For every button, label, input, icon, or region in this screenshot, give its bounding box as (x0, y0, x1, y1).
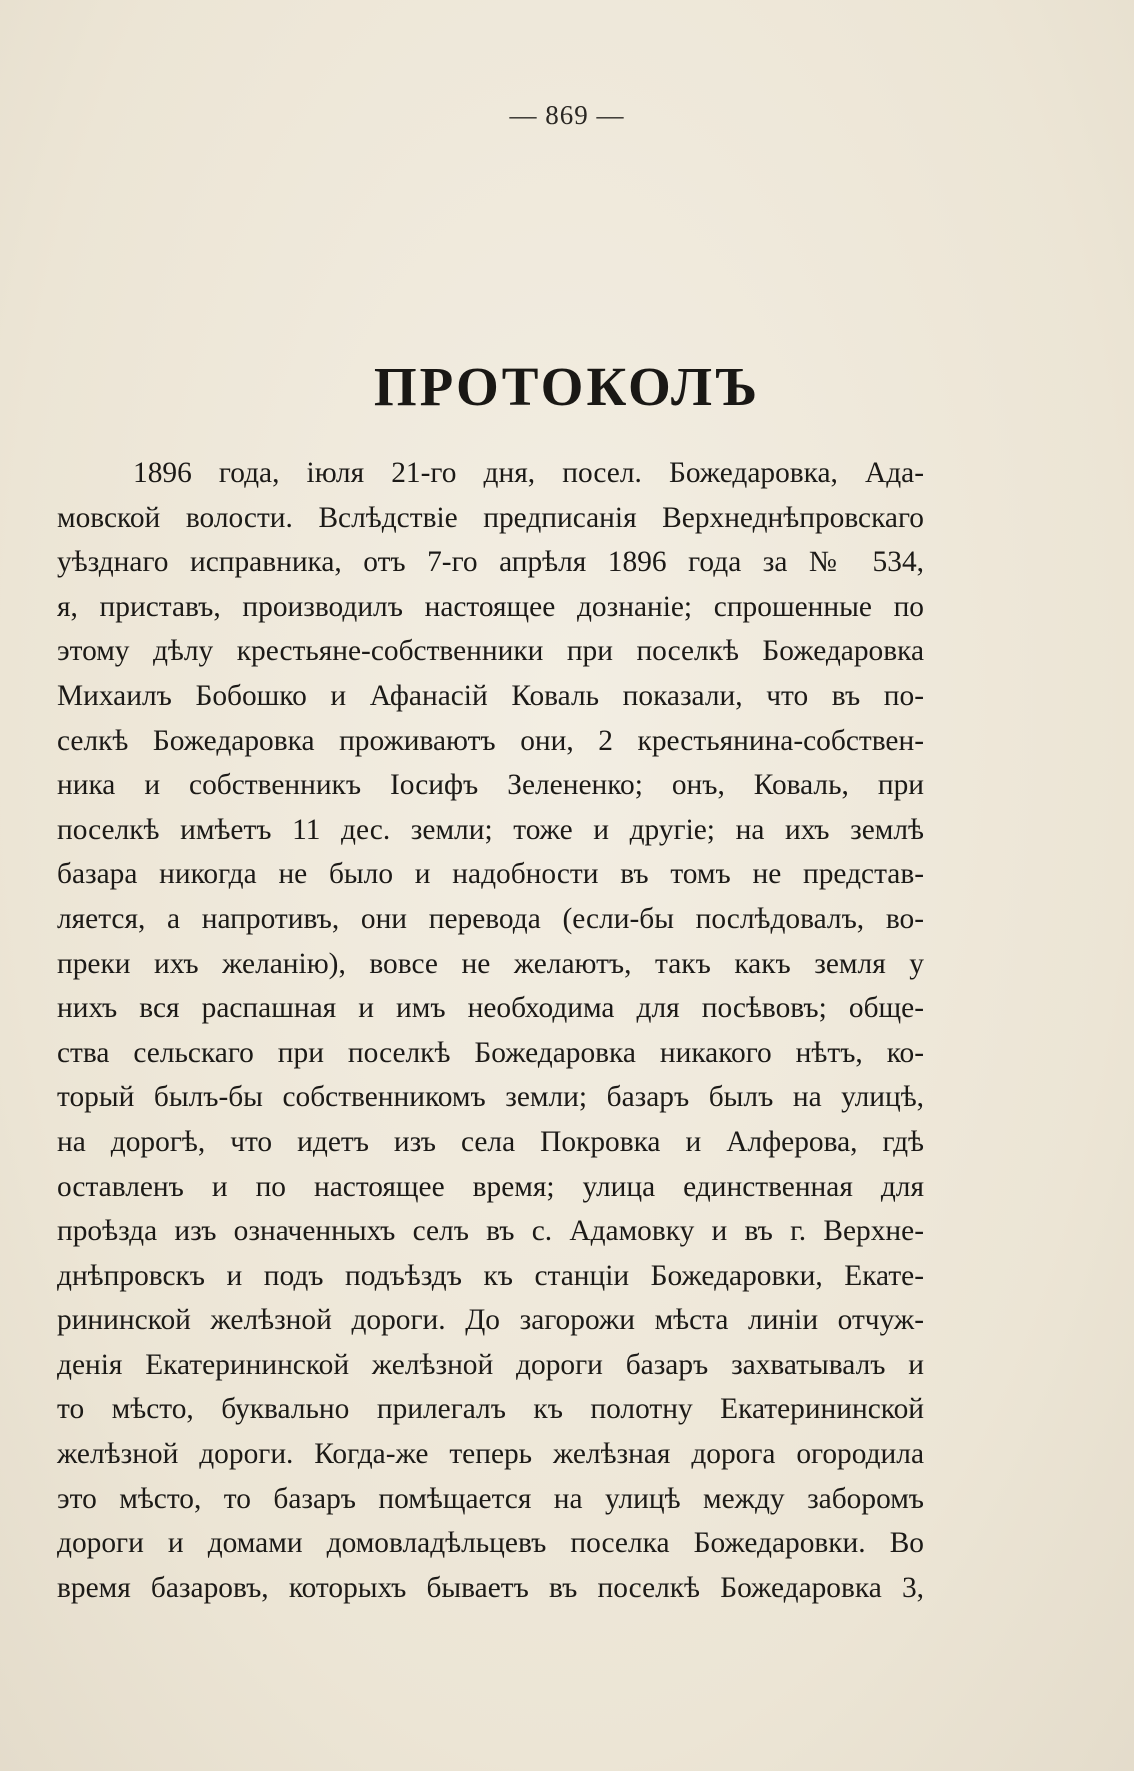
text-line: время базаровъ, которыхъ бываетъ въ поселкѣ Божедаровка 3, (57, 1571, 924, 1604)
text-line: уѣзднаго исправника, отъ 7-го апрѣля 1896 года за № 534, (57, 546, 924, 579)
text-line: оставленъ и по настоящее время; улица единственная для (57, 1170, 924, 1203)
text-line: желѣзной дороги. Когда-же теперь желѣзная дорога огородила (57, 1438, 924, 1471)
text-line: Михаилъ Бобошко и Афанасій Коваль показали, что въ по- (57, 679, 924, 712)
text-line: преки ихъ желанію), вовсе не желаютъ, такъ какъ земля у (57, 947, 924, 980)
text-line: мовской волости. Вслѣдствіе предписанія Верхнеднѣпровскаго (57, 501, 924, 534)
text-line: ника и собственникъ Іосифъ Зелененко; онъ, Коваль, при (57, 769, 924, 802)
text-line: торый былъ-бы собственникомъ земли; базаръ былъ на улицѣ, (57, 1081, 924, 1114)
protocol-paragraph (57, 451, 924, 1610)
text-line: 1896 года, іюля 21-го дня, посел. Божедаровка, Ада- (133, 457, 924, 489)
text-line: нихъ вся распашная и имъ необходима для посѣвовъ; обще- (57, 992, 924, 1025)
text-line: то мѣсто, буквально прилегалъ къ полотну Екатерининской (57, 1393, 924, 1426)
text-line: днѣпровскъ и подъ подъѣздъ къ станціи Божедаровки, Екате- (57, 1259, 924, 1292)
text-line: ства сельскаго при поселкѣ Божедаровка никакого нѣтъ, ко- (57, 1036, 924, 1069)
text-line: селкѣ Божедаровка проживаютъ они, 2 крестьянина-собствен- (57, 724, 924, 757)
text-line: рининской желѣзной дороги. До загорожи мѣста линіи отчуж- (57, 1304, 924, 1337)
text-line: дороги и домами домовладѣльцевъ поселка Божедаровки. Во (57, 1527, 924, 1560)
document-title: ПРОТОКОЛЪ (373, 356, 761, 417)
text-line: проѣзда изъ означенныхъ селъ въ с. Адамовку и въ г. Верхне- (57, 1215, 924, 1248)
text-line: базара никогда не было и надобности въ томъ не представ- (57, 858, 924, 891)
text-line: ляется, а напротивъ, они перевода (если-бы послѣдовалъ, во- (57, 902, 924, 935)
text-line: этому дѣлу крестьяне-собственники при поселкѣ Божедаровка (57, 635, 924, 668)
text-line: это мѣсто, то базаръ помѣщается на улицѣ между заборомъ (57, 1482, 924, 1515)
text-line: поселкѣ имѣетъ 11 дес. земли; тоже и другіе; на ихъ землѣ (57, 813, 924, 846)
text-line: денія Екатерининской желѣзной дороги базаръ захватывалъ и (57, 1348, 924, 1381)
page-number: — 869 — (509, 100, 625, 130)
text-line: я, приставъ, производилъ настоящее дознаніе; спрошенные по (57, 590, 924, 623)
text-line: на дорогѣ, что идетъ изъ села Покровка и Алферова, гдѣ (57, 1125, 924, 1158)
